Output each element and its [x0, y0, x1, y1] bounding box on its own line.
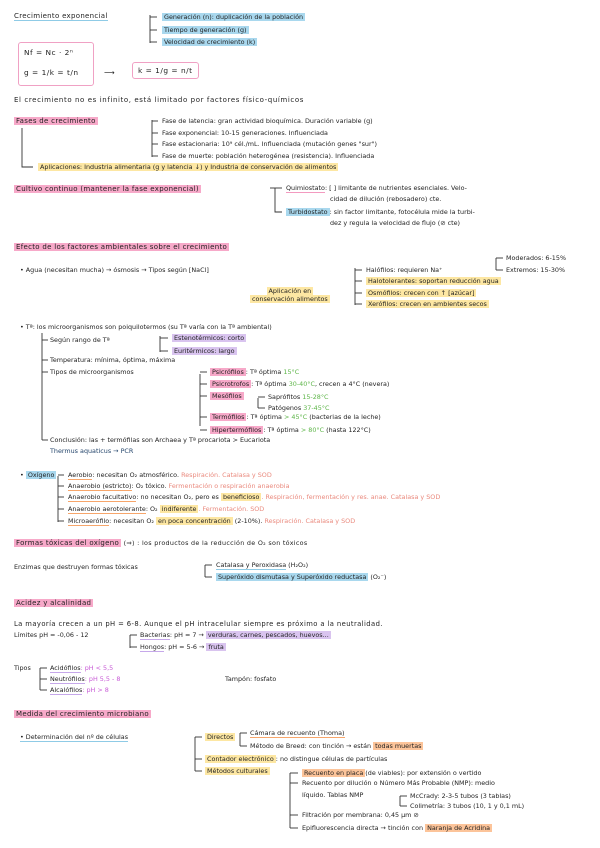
temperatura-rango: Temperatura: mínima, óptima, máxima: [50, 356, 176, 364]
metodos-culturales: Métodos culturales: [207, 767, 268, 775]
estenotermicos: Estenotérmicos: corto: [174, 334, 245, 342]
psicrotrofos: Psicrotrofos : Tª óptima 30-40°C, crecen a 4°C (nevera): [212, 380, 390, 388]
fase-muerte: Fase de muerte: población heterogénea (resistencia). Influenciada: [162, 152, 375, 160]
quimiostato: Quimiostato: [ ] limitante de nutrientes esenciales. Velo-: [286, 184, 467, 192]
colimetria: Colimetría: 3 tubos (10, 1 y 0,1 mL): [410, 802, 525, 810]
crec-item-2: Tiempo de generación (g): [164, 26, 247, 34]
acidez-line1: La mayoría crecen a un pH = 6-8. Aunque el pH intracelular siempre es próximo a la neutralidad.: [14, 620, 383, 628]
mesofilos: Mesófilos: [212, 392, 242, 400]
agua-line: • Agua (necesitan mucha) → ósmosis → Tipos según [NaCl]: [20, 266, 209, 274]
crec-item-1: Generación (n): duplicación de la población: [164, 13, 304, 21]
crec-item-3: Velocidad de crecimiento (k): [164, 38, 256, 46]
osmofilos: Osmófilos: crecen con ↑ [azúcar]: [368, 289, 475, 297]
formula-g: g = 1/k = t/n: [24, 68, 79, 77]
section-medida-title: Medida del crecimiento microbiano: [16, 710, 149, 718]
limites-ph: Límites pH = -0,06 - 12: [14, 631, 89, 639]
mccrady: McCrady: 2-3-5 tubos (3 tablas): [410, 792, 511, 800]
catalasa: Catalasa y Peroxidasa (H₂O₂): [216, 561, 309, 569]
saprofitos: Saprófitos 15-28°C: [268, 393, 329, 401]
section-acidez-title: Acidez y alcalinidad: [16, 599, 92, 607]
fase-latencia: Fase de latencia: gran actividad bioquímica. Duración variable (g): [162, 117, 373, 125]
section-efecto-title: Efecto de los factores ambientales sobre el crecimiento: [16, 243, 228, 251]
epifluorescencia: Epifluorescencia directa → tinción con Naranja de Acridina: [302, 824, 491, 832]
hongos: Hongos: pH = 5-6 → fruta: [140, 643, 224, 651]
tipos-ph: Tipos: [14, 664, 31, 672]
determinacion: • Determinación del nº de células: [20, 733, 129, 741]
neutrofilos: Neutrófilos: pH 5,5 - 8: [50, 675, 121, 683]
alcalofilos: Alcalófilos: pH > 8: [50, 686, 109, 694]
halofilos-extremos: Extremos: 15-30%: [506, 266, 566, 274]
superoxido: Superóxido dismutasa y Superóxido reductasa (O₂⁻): [218, 573, 387, 581]
metodo-breed: Método de Breed: con tinción → están todas muertas: [250, 742, 422, 750]
section-cultivo-title: Cultivo continuo (mantener la fase exponencial): [16, 185, 199, 193]
fases-aplicaciones: Aplicaciones: Industria alimentaria (g y latencia ↓) y Industria de conservación de alimentos: [40, 163, 337, 171]
temperatura-intro: • Tª: los microorganismos son poiquilotermos (su Tª varía con la Tª ambiental): [20, 323, 272, 331]
halofilos: Halófilos: requieren Na⁺: [366, 266, 443, 274]
termofilos: Termófilos : Tª óptima > 45°C (bacterias de la leche): [212, 413, 381, 421]
directos: Directos: [207, 733, 234, 741]
oxigeno-label: • Oxígeno: [20, 471, 55, 479]
bacterias: Bacterias: pH = 7 → verduras, carnes, pescados, huevos...: [140, 631, 329, 639]
acidofilos: Acidófilos: pH < 5,5: [50, 664, 114, 672]
section-toxicas-title: Formas tóxicas del oxígeno (⇒) : los productos de la reducción de O₂ son tóxicos: [16, 539, 308, 547]
turbidostato: Turbidostato : sin factor limitante, fotocélula mide la turbi-: [288, 208, 475, 216]
camara-recuento: Cámara de recuento (Thoma): [250, 729, 345, 737]
tampon: Tampón: fosfato: [225, 675, 277, 683]
enzimas: Enzimas que destruyen formas tóxicas: [14, 563, 138, 571]
recuento-nmp: Recuento por dilución o Número Más Probable (NMP): medio: [302, 779, 495, 787]
segun-rango: Según rango de Tª: [50, 336, 110, 344]
formula-nf: Nf = Nc · 2ⁿ: [24, 48, 74, 57]
crec-note: El crecimiento no es infinito, está limitado por factores físico-químicos: [14, 96, 304, 104]
halofilos-moderados: Moderados: 6-15%: [506, 254, 567, 262]
recuento-nmp-2: líquido. Tablas NMP: [302, 791, 364, 799]
anaerobio-estricto: Anaerobio (estricto): O₂ tóxico. Fermentación o respiración anaerobia: [68, 482, 290, 490]
turbidostato-line2: dez y regula la velocidad de flujo (⊘ cte): [330, 219, 461, 227]
aerobio: Aerobio: necesitan O₂ atmosférico. Respiración. Catalasa y SOD: [68, 471, 272, 479]
formula-arrow: ⟶: [104, 68, 116, 77]
psicrofilos: Psicrófilos : Tª óptima 15°C: [212, 368, 300, 376]
formula-k: k = 1/g = n/t: [132, 62, 199, 79]
recuento-placa: Recuento en placa (de viables): por extensión o vertido: [304, 769, 482, 777]
halotolerantes: Halotolerantes: soportan reducción agua: [368, 277, 499, 285]
conclusion: Conclusión: las + termófilas son Archaea y Tª procariota > Eucariota: [50, 436, 271, 444]
microaerofilo: Microaerófilo: necesitan O₂ en poca concentración (2-10%). Respiración. Catalasa y SOD: [68, 517, 356, 525]
patogenos: Patógenos 37-45°C: [268, 404, 330, 412]
anaerobio-facultativo: Anaerobio facultativo: no necesitan O₂, pero es beneficioso . Respiración, fermentación y res. anae. Catalasa y SOD: [68, 493, 441, 501]
contador-electronico: Contador electrónico : no distingue células de partículas: [207, 755, 388, 763]
xerofilos: Xerófilos: crecen en ambientes secos: [368, 300, 487, 308]
tipos-microorganismos: Tipos de microorganismos: [50, 368, 134, 376]
fase-estacionaria: Fase estacionaria: 10⁹ cél./mL. Influenciada (mutación genes "sur"): [162, 140, 378, 148]
filtracion: Filtración por membrana: 0,45 µm ⊘: [302, 811, 419, 819]
hipertermofilos: Hipertermófilos : Tª óptima > 80°C (hasta 122°C): [212, 426, 371, 434]
euritermicos: Euritérmicos: largo: [174, 347, 235, 355]
section-fases-title: Fases de crecimiento: [16, 117, 96, 125]
section-crecimiento-title: Crecimiento exponencial: [14, 12, 108, 20]
thermus: Thermus aquaticus → PCR: [50, 447, 134, 455]
quimiostato-line2: cidad de dilución (rebosadero) cte.: [330, 195, 442, 203]
fase-exponencial: Fase exponencial: 10-15 generaciones. Influenciada: [162, 129, 328, 137]
aplicacion-conservacion: Aplicación en conservación alimentos: [252, 287, 328, 303]
anaerobio-aerotolerante: Anaerobio aerotolerante: O₂ indiferente . Fermentación. SOD: [68, 505, 265, 513]
